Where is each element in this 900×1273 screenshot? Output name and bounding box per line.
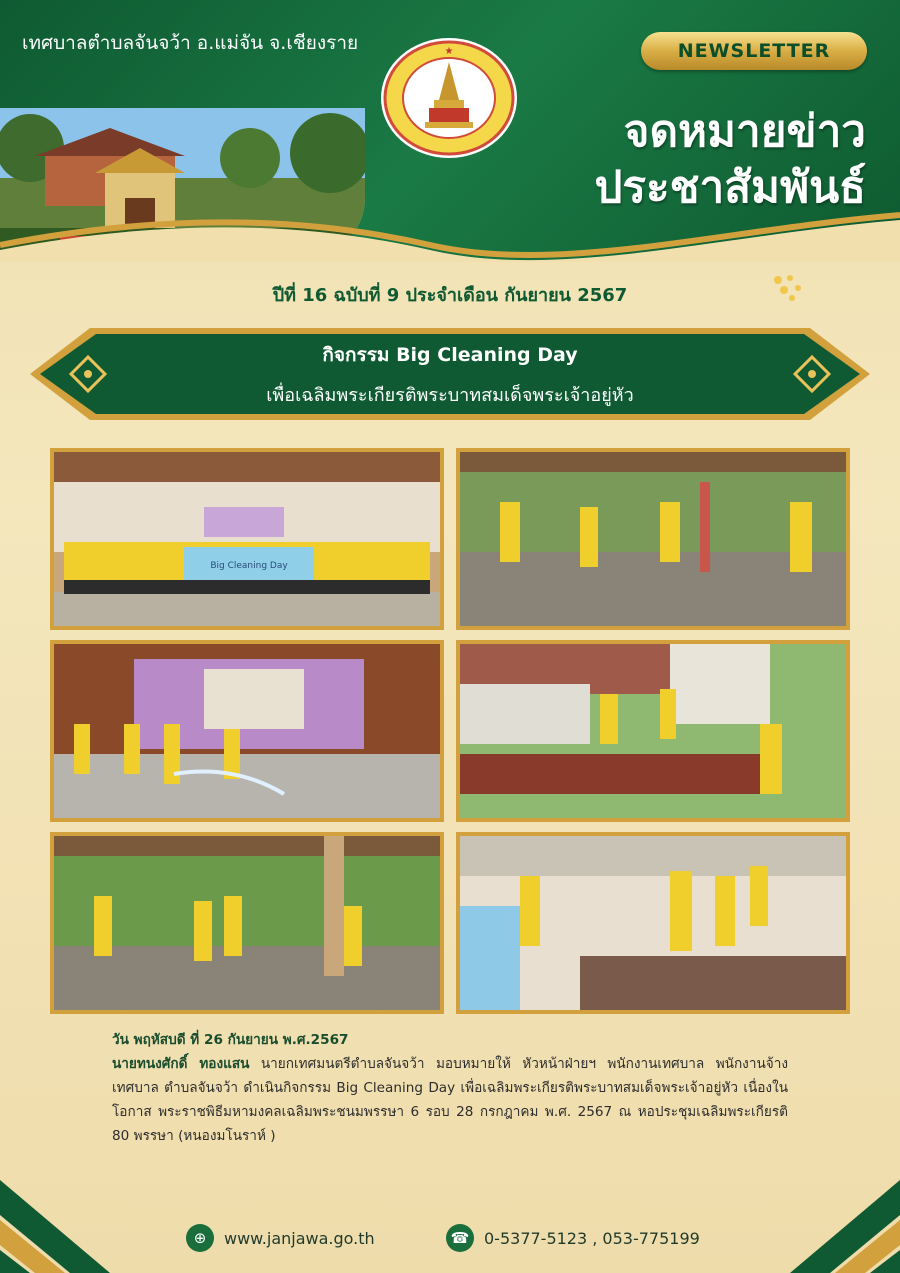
photo-stairs-sweeping (456, 832, 850, 1014)
newsletter-badge: NEWSLETTER (641, 32, 867, 70)
photo-hall-washing (50, 640, 444, 822)
photo-banner-label: Big Cleaning Day (210, 561, 288, 571)
issue-info: ปีที่ 16 ฉบับที่ 9 ประจำเดือน กันยายน 2567 (272, 285, 628, 306)
article-body (112, 1028, 788, 1148)
photo-steps-cleaning (456, 640, 850, 822)
article-paragraph (112, 1052, 788, 1148)
newsletter-title-line1: จดหมายข่าว (623, 106, 866, 157)
banner-text (0, 340, 900, 409)
mayor-name: นายทนงศักดิ์ ทองแสน (112, 1056, 250, 1072)
municipality-logo (379, 36, 519, 160)
activity-subtitle: เพื่อเฉลิมพระเกียรติพระบาทสมเด็จพระเจ้าอยู่หัว (266, 385, 634, 406)
photo-pavilion-sweeping (50, 832, 444, 1014)
phone-icon: ☎ (446, 1224, 474, 1252)
photo-group-photo (50, 448, 444, 630)
organization-name: เทศบาลตำบลจันจว้า อ.แม่จัน จ.เชียงราย (22, 32, 359, 54)
article-date: วัน พฤหัสบดี ที่ 26 กันยายน พ.ศ.2567 (112, 1032, 349, 1048)
footer-phone[interactable] (446, 1223, 700, 1253)
photo-mopping-floor (456, 448, 850, 630)
globe-icon: ⊕ (186, 1224, 214, 1252)
svg-text:★: ★ (444, 46, 454, 57)
header-gold-wave (0, 195, 900, 262)
header-band (0, 0, 900, 262)
website-text[interactable]: www.janjawa.go.th (224, 1228, 375, 1248)
gold-dots-decoration (770, 272, 810, 304)
footer-website[interactable] (186, 1223, 375, 1253)
activity-title: กิจกรรม Big Cleaning Day (322, 344, 578, 366)
corner-stripes-right (790, 1140, 900, 1273)
phone-text[interactable]: 0-5377-5123 , 053-775199 (484, 1228, 700, 1248)
corner-stripes-left (0, 1140, 110, 1273)
article-text: นายกเทศมนตรีตำบลจันจว้า มอบหมายให้ หัวหน้าฝ่ายฯ พนักงานเทศบาล พนักงานจ้างเทศบาล ตำบลจันจว้า ดำเนินกิจกรรม Big Cleaning Day เพื่อเฉลิมพระเกียรติพระบาทสมเด็จพระเจ้าอยู่หัว เนื่องในโอกาส พระราชพิธีมหามงคลเฉลิมพระชนมพรรษา 6 รอบ 28 กรกฎาคม พ.ศ. 2567 ณ หอประชุมเฉลิมพระเกียรติ 80 พรรษา (หนองมโนราห์ ) (112, 1056, 788, 1144)
newsletter-title-line2: ประชาสัมพันธ์ (594, 162, 866, 213)
